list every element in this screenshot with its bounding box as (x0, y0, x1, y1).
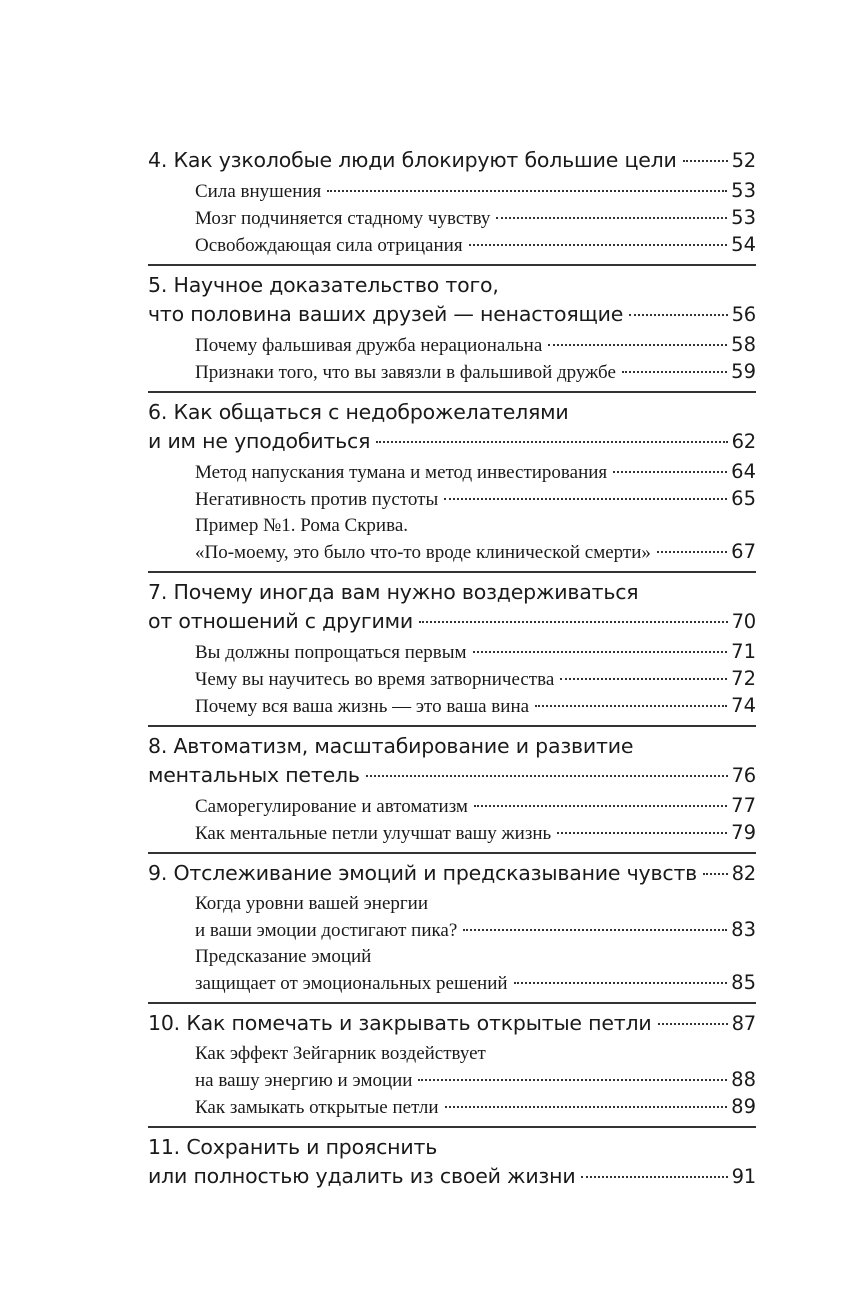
section-title-line: Метод напускания тумана и метод инвестирования (195, 462, 608, 483)
page-number: 67 (731, 540, 756, 563)
section-title-row (195, 539, 756, 566)
section-list (148, 891, 756, 997)
chapter-title-row (148, 1009, 756, 1038)
page-number: 76 (731, 764, 756, 787)
toc-chapter (148, 732, 756, 854)
dot-leader (613, 471, 727, 473)
page-number: 82 (731, 862, 756, 885)
section-title-line: Как эффект Зейгарник воздействует (195, 1043, 486, 1064)
table-of-contents (148, 146, 756, 1201)
section-list (148, 178, 756, 259)
page-number: 53 (731, 179, 756, 202)
section-title-line: Когда уровни вашей энергии (195, 893, 429, 914)
toc-chapter (148, 271, 756, 393)
chapter-title-line: 5. Научное доказательство того, (148, 273, 499, 297)
section-title-line: и ваши эмоции достигают пика? (195, 920, 458, 941)
chapter-title-line: 9. Отслеживание эмоций и предсказывание чувств (148, 861, 698, 885)
toc-chapter (148, 578, 756, 727)
section-title-line: Почему фальшивая дружба нерациональна (195, 335, 543, 356)
toc-section (195, 666, 756, 693)
dot-leader (557, 832, 727, 834)
section-title-line: Чему вы научитесь во время затворничества (195, 669, 555, 690)
section-list (148, 793, 756, 847)
toc-chapter (148, 859, 756, 1004)
dot-leader (444, 498, 727, 500)
dot-leader (703, 873, 728, 875)
section-title-line: Сила внушения (195, 181, 322, 202)
section-title-line: Мозг подчиняется стадному чувству (195, 208, 491, 229)
chapter-title-line: 11. Сохранить и прояснить (148, 1135, 438, 1159)
dot-leader (535, 705, 727, 707)
page-number: 62 (731, 430, 756, 453)
section-title-row (195, 820, 756, 847)
dot-leader (418, 1079, 727, 1081)
chapter-title-row (148, 146, 756, 175)
chapter-title-line: 8. Автоматизм, масштабирование и развитие (148, 734, 634, 758)
page-number: 56 (731, 303, 756, 326)
chapter-title-line: или полностью удалить из своей жизни (148, 1164, 576, 1188)
toc-chapter (148, 398, 756, 573)
chapter-title-line: 10. Как помечать и закрывать открытые петли (148, 1011, 652, 1035)
page-number: 54 (731, 233, 756, 256)
dot-leader (419, 621, 728, 623)
section-title-row (195, 917, 756, 944)
chapter-title-line: ментальных петель (148, 763, 360, 787)
section-title-line: защищает от эмоциональных решений (195, 973, 508, 994)
dot-leader (560, 678, 727, 680)
section-title-row (195, 332, 756, 359)
page-number: 58 (731, 333, 756, 356)
dot-leader (629, 314, 727, 316)
dot-leader (496, 217, 727, 219)
dot-leader (548, 344, 727, 346)
dot-leader (657, 551, 727, 553)
toc-section (195, 178, 756, 205)
section-title-line: Вы должны попрощаться первым (195, 642, 467, 663)
page-number: 70 (731, 610, 756, 633)
dot-leader (327, 190, 727, 192)
chapter-title-line: и им не уподобиться (148, 429, 371, 453)
toc-section (195, 693, 756, 720)
toc-section (195, 513, 756, 566)
section-list (148, 459, 756, 566)
section-title-line: «По-моему, это было что-то вроде клинической смерти» (195, 542, 651, 563)
toc-section (195, 232, 756, 259)
dot-leader (581, 1176, 727, 1178)
dot-leader (445, 1106, 728, 1108)
section-title-line: Освобождающая сила отрицания (195, 235, 463, 256)
toc-section (195, 891, 756, 944)
section-title-line: Как ментальные петли улучшат вашу жизнь (195, 823, 552, 844)
section-title-row (195, 666, 756, 693)
section-title-row (195, 970, 756, 997)
dot-leader (622, 371, 727, 373)
section-title-row (195, 178, 756, 205)
section-title-row (195, 693, 756, 720)
chapter-title-line: от отношений с другими (148, 609, 413, 633)
section-title-line: Саморегулирование и автоматизм (195, 796, 468, 817)
page-number: 72 (731, 667, 756, 690)
chapter-title-row (148, 859, 756, 888)
dot-leader (474, 805, 727, 807)
page-number: 85 (731, 971, 756, 994)
page-number: 77 (731, 794, 756, 817)
dot-leader (366, 775, 728, 777)
page-number: 65 (731, 487, 756, 510)
section-title-line: Признаки того, что вы завязли в фальшивой дружбе (195, 362, 616, 383)
dot-leader (658, 1023, 728, 1025)
page-number: 91 (731, 1165, 756, 1188)
page-number: 52 (731, 149, 756, 172)
section-title-row (195, 459, 756, 486)
section-title-row (195, 793, 756, 820)
toc-chapter (148, 1009, 756, 1128)
toc-section (195, 944, 756, 997)
section-title-line: на вашу энергию и эмоции (195, 1070, 413, 1091)
chapter-title-row (148, 607, 756, 636)
page-number: 71 (731, 640, 756, 663)
toc-section (195, 793, 756, 820)
page-number: 64 (731, 460, 756, 483)
section-title-row (195, 639, 756, 666)
toc-section (195, 359, 756, 386)
toc-section (195, 1041, 756, 1094)
section-list (148, 1041, 756, 1121)
dot-leader (683, 160, 728, 162)
page-number: 59 (731, 360, 756, 383)
section-title-line: Предсказание эмоций (195, 946, 372, 967)
chapter-title-line: 7. Почему иногда вам нужно воздерживаться (148, 580, 639, 604)
section-title-row (195, 232, 756, 259)
page-number: 87 (731, 1012, 756, 1035)
dot-leader (473, 651, 728, 653)
section-title-row (195, 1067, 756, 1094)
page-number: 79 (731, 821, 756, 844)
toc-chapter (148, 146, 756, 266)
chapter-title-row (148, 427, 756, 456)
section-title-row (195, 486, 756, 513)
section-title-line: Почему вся ваша жизнь — это ваша вина (195, 696, 530, 717)
section-title-line: Как замыкать открытые петли (195, 1097, 439, 1118)
page-number: 89 (731, 1095, 756, 1118)
toc-chapter (148, 1133, 756, 1196)
chapter-title-line: 4. Как узколобые люди блокируют большие цели (148, 148, 677, 172)
dot-leader (376, 441, 727, 443)
page-number: 74 (731, 694, 756, 717)
section-title-line: Пример №1. Рома Скрива. (195, 515, 409, 536)
chapter-title-row (148, 761, 756, 790)
toc-section (195, 1094, 756, 1121)
toc-section (195, 820, 756, 847)
toc-section (195, 486, 756, 513)
page-number: 88 (731, 1068, 756, 1091)
section-list (148, 639, 756, 720)
chapter-title-row (148, 300, 756, 329)
section-title-row (195, 205, 756, 232)
toc-section (195, 332, 756, 359)
chapter-title-row (148, 1162, 756, 1191)
page-number: 53 (731, 206, 756, 229)
section-title-line: Негативность против пустоты (195, 489, 439, 510)
dot-leader (469, 244, 728, 246)
toc-section (195, 459, 756, 486)
section-title-row (195, 359, 756, 386)
toc-section (195, 639, 756, 666)
page-number: 83 (731, 918, 756, 941)
dot-leader (514, 982, 728, 984)
chapter-title-line: что половина ваших друзей — ненастоящие (148, 302, 624, 326)
section-title-row (195, 1094, 756, 1121)
dot-leader (463, 929, 727, 931)
section-list (148, 332, 756, 386)
toc-section (195, 205, 756, 232)
chapter-title-line: 6. Как общаться с недоброжелателями (148, 400, 569, 424)
